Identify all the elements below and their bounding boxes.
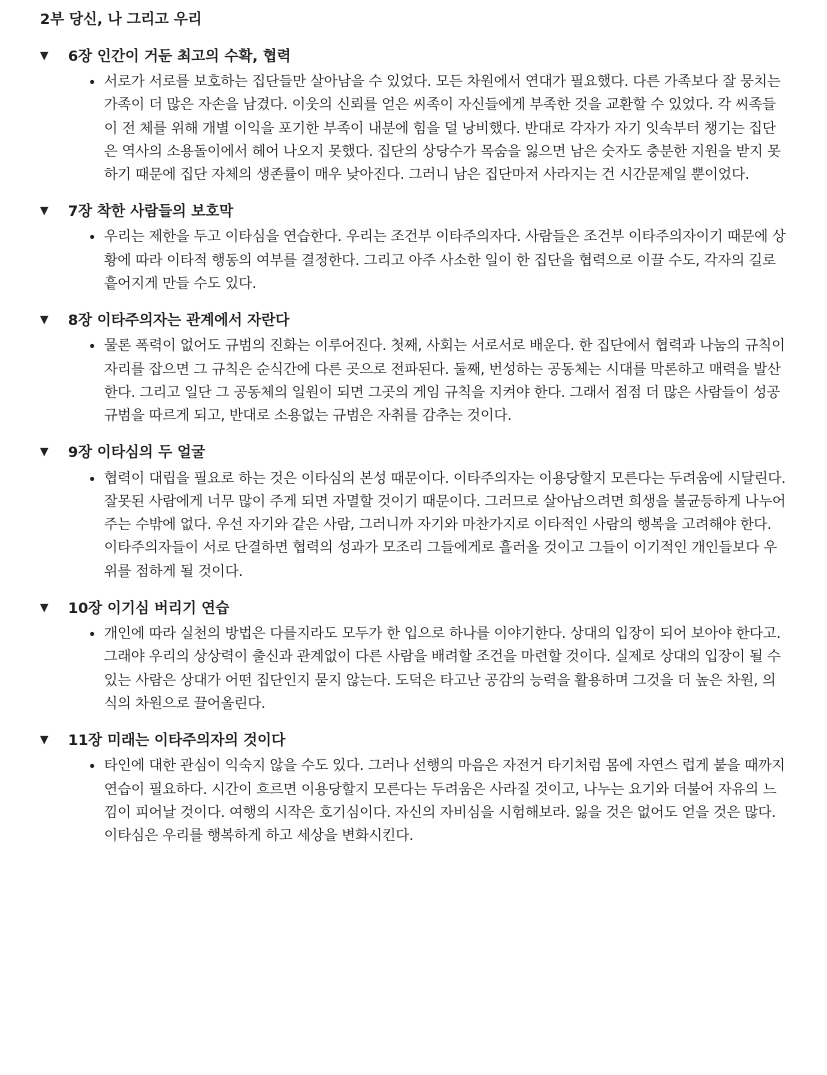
bullet-item [88, 623, 787, 716]
chapter-section [40, 728, 787, 848]
bullet-dot-icon: • [88, 759, 97, 776]
chapter-title: 8장 이타주의자는 관계에서 자란다 [68, 312, 290, 329]
bullet-text: 타인에 대한 관심이 익숙지 않을 수도 있다. 그러나 선행의 마음은 자전거 타기처럼 몸에 자연스 럽게 붙을 때까지 연습이 필요하다. 시간이 흐르면 이용당할지 모른다는 두려움은 사라질 것이고, 나누는 요기와 더불어 자유의 느낌이 피어날 것이다. 여행의 시작은 호기심이다. 자신의 자비심을 시험해보라. 잃을 것은 없어도 얻을 것은 많다. 이타심은 우리를 행복하게 하고 세상을 변화시킨다. [104, 758, 786, 845]
bullet-text: 서로가 서로를 보호하는 집단들만 살아남을 수 있었다. 모든 차원에서 연대가 필요했다. 다른 가족보다 잘 뭉치는 가족이 더 많은 자손을 남겼다. 이웃의 신뢰를 얻은 씨족이 자신들에게 부족한 것을 교환할 수 있었다. 각 씨족들이 전 체를 위해 개별 이익을 포기한 부족이 내분에 힘을 덜 낭비했다. 반대로 각자가 자기 잇속부터 챙기는 집단은 역사의 소용돌이에서 헤어 나오지 못했다. 집단의 상당수가 목숨을 잃으면 남은 숫자도 충분한 지원을 받지 못하기 때문에 집단 자체의 생존률이 매우 낮아진다. 그러니 남은 집단마저 사라지는 건 시간문제일 뿐이었다. [104, 74, 781, 184]
toggle-triangle-icon[interactable]: ▼ [40, 312, 49, 326]
bullet-dot-icon: • [88, 627, 97, 644]
bullet-dot-icon: • [88, 230, 97, 247]
chapter-title: 10장 이기심 버리기 연습 [68, 600, 230, 617]
toggle-triangle-icon[interactable]: ▼ [40, 48, 49, 62]
bullet-item [88, 71, 787, 187]
part-title: 2부 당신, 나 그리고 우리 [40, 12, 202, 28]
chapter-header[interactable] [40, 44, 787, 66]
bullet-dot-icon: • [88, 75, 97, 91]
chapter-header[interactable] [40, 441, 787, 463]
chapter-section [40, 596, 787, 716]
chapter-section [40, 308, 787, 428]
bullet-dot-icon: • [88, 471, 97, 488]
chapter-title: 9장 이타심의 두 얼굴 [68, 445, 206, 462]
bullet-text: 개인에 따라 실천의 방법은 다를지라도 모두가 한 입으로 하나를 이야기한다. 상대의 입장이 되어 보아야 한다고. 그래야 우리의 상상력이 출신과 관계없이 다른 사람을 배려할 조건을 마련할 것이다. 실제로 상대의 입장이 될 수 있는 사람은 상대가 어떤 집단인지 묻지 않는다. 도덕은 타고난 공감의 능력을 활용하며 그것을 더 높은 차원, 의식의 차원으로 끌어올린다. [104, 626, 781, 712]
chapter-header[interactable] [40, 308, 787, 330]
bullet-text: 우리는 제한을 두고 이타심을 연습한다. 우리는 조건부 이타주의자다. 사람들은 조건부 이타주의자이기 때문에 상황에 따라 이타적 행동의 여부를 결정한다. 그리고 아주 사소한 일이 한 집단을 협력으로 이끌 수도, 각자의 길로 흩어지게 만들 수도 있다. [104, 229, 786, 293]
toggle-triangle-icon[interactable]: ▼ [40, 203, 49, 217]
chapter-header[interactable] [40, 199, 787, 221]
bullet-item [88, 755, 787, 848]
toggle-triangle-icon[interactable]: ▼ [40, 445, 49, 459]
bullet-item [88, 335, 787, 428]
chapter-title: 6장 인간이 거둔 최고의 수확, 협력 [68, 48, 291, 65]
chapter-title: 11장 미래는 이타주의자의 것이다 [68, 732, 286, 749]
chapter-title: 7장 착한 사람들의 보호막 [68, 203, 234, 220]
chapter-header[interactable] [40, 596, 787, 618]
chapter-section [40, 441, 787, 584]
bullet-dot-icon: • [88, 339, 97, 356]
bullet-text: 협력이 대립을 필요로 하는 것은 이타심의 본성 때문이다. 이타주의자는 이용당할지 모른다는 두려움에 시달린다. 잘못된 사람에게 너무 많이 주게 되면 자멸할 것이기 때문이다. 그러므로 살아남으려면 희생을 불균등하게 나누어주는 수밖에 없다. 우선 자기와 같은 사람, 그러니까 자기와 마찬가지로 이타적인 사람의 행복을 고려해야 한다. 이타주의자들이 서로 단결하면 협력의 성과가 모조리 그들에게로 흘러올 것이고 그들이 이기적인 개인들보다 우위를 점하게 될 것이다. [104, 470, 786, 580]
chapter-section [40, 44, 787, 187]
chapter-list [40, 44, 787, 848]
chapter-section [40, 199, 787, 296]
toggle-triangle-icon[interactable]: ▼ [40, 600, 49, 614]
bullet-item [88, 468, 787, 584]
bullet-item [88, 226, 787, 296]
toggle-triangle-icon[interactable]: ▼ [40, 732, 49, 746]
chapter-header[interactable] [40, 728, 787, 750]
bullet-text: 물론 폭력이 없어도 규범의 진화는 이루어진다. 첫째, 사회는 서로서로 배운다. 한 집단에서 협력과 나눔의 규칙이 자리를 잡으면 그 규칙은 순식간에 다른 곳으로 전파된다. 둘째, 번성하는 공동체는 시대를 막론하고 매력을 발산한다. 그리고 일단 그 공동체의 일원이 되면 그곳의 게임 규칙을 지켜야 한다. 그래서 점점 더 많은 사람들이 성공 규범을 따르게 되고, 반대로 소용없는 규범은 자취를 감추는 것이다. [104, 338, 786, 425]
